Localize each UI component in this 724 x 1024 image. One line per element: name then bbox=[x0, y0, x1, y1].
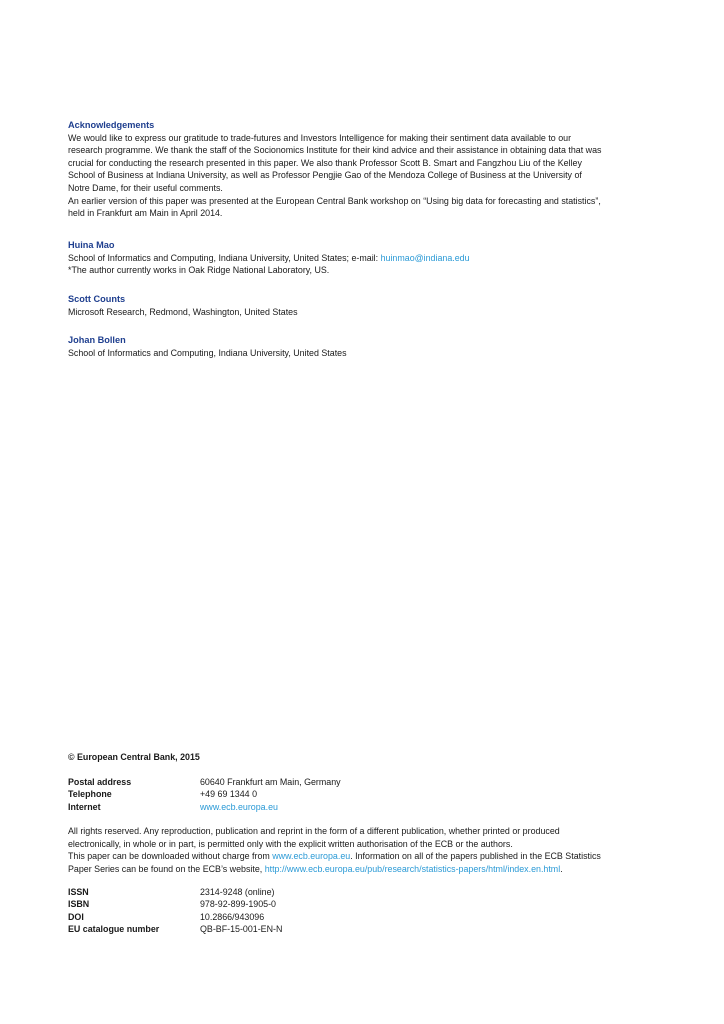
table-row bbox=[68, 801, 341, 813]
affiliation-text: School of Informatics and Computing, Indiana University, United States; e-mail: bbox=[68, 252, 381, 263]
table-row bbox=[68, 923, 282, 935]
author-affiliation: Microsoft Research, Redmond, Washington, United States bbox=[68, 306, 298, 317]
author-note: *The author currently works in Oak Ridge National Laboratory, US. bbox=[68, 265, 330, 276]
imprint-copyright bbox=[68, 751, 668, 764]
rights-line: All rights reserved. Any reproduction, publication and reprint in the form of a different publication, whether printed or produced bbox=[68, 826, 560, 836]
author-name: Johan Bollen bbox=[68, 335, 126, 345]
acknowledgements-heading: Acknowledgements bbox=[68, 120, 155, 130]
imprint-rights bbox=[68, 825, 668, 875]
identifier-value: 978-92-899-1905-0 bbox=[200, 899, 276, 910]
author-name: Huina Mao bbox=[68, 240, 115, 250]
identifier-key: ISSN bbox=[68, 887, 89, 897]
contact-value: +49 69 1344 0 bbox=[200, 789, 258, 800]
copyright-notice: © European Central Bank, 2015 bbox=[68, 752, 200, 762]
identifier-key: ISBN bbox=[68, 899, 90, 910]
series-text: Paper Series can be found on the ECB’s website, bbox=[68, 863, 265, 874]
imprint-contact bbox=[68, 776, 668, 813]
email-link[interactable]: huinmao@indiana.edu bbox=[380, 252, 470, 263]
series-text: . bbox=[560, 863, 563, 874]
table-row bbox=[68, 898, 282, 910]
identifiers-table bbox=[68, 886, 282, 935]
contact-key: Postal address bbox=[68, 777, 132, 787]
download-text: This paper can be downloaded without charge from bbox=[68, 851, 273, 862]
acknowledgements-line: An earlier version of this paper was presented at the European Central Bank workshop on “Using big data for forecasting and statistics”, bbox=[68, 195, 601, 206]
contact-table bbox=[68, 776, 341, 813]
rights-line: electronically, in whole or in part, is permitted only with the explicit written authorisation of the ECB or the authors. bbox=[68, 838, 513, 849]
author-affiliation: School of Informatics and Computing, Indiana University, United States bbox=[68, 347, 347, 358]
contact-key: Telephone bbox=[68, 789, 112, 800]
download-text: . Information on all of the papers published in the ECB Statistics bbox=[350, 851, 601, 862]
internet-link[interactable]: www.ecb.europa.eu bbox=[200, 801, 278, 812]
identifier-value: 2314-9248 (online) bbox=[200, 887, 275, 897]
imprint-identifiers bbox=[68, 886, 668, 935]
download-line bbox=[68, 850, 668, 863]
table-row bbox=[68, 788, 341, 800]
acknowledgements-line: Notre Dame, for their useful comments. bbox=[68, 182, 223, 193]
acknowledgements-line: We would like to express our gratitude to trade-futures and Investors Intelligence for making their sentiment data available to our bbox=[68, 132, 572, 143]
identifier-key: EU catalogue number bbox=[68, 923, 160, 934]
identifier-value: QB-BF-15-001-EN-N bbox=[200, 923, 283, 934]
acknowledgements-line: School of Business at Indiana University, as well as Professor Pengjie Gao of the Mendoza College of Business at the University of bbox=[68, 170, 582, 181]
acknowledgements-line: crucial for conducting the research presented in this paper. We also thank Professor Scott B. Smart and Fangzhou Liu of the Kelley bbox=[68, 157, 582, 168]
table-row bbox=[68, 776, 341, 788]
acknowledgements-line: held in Frankfurt am Main in April 2014. bbox=[68, 208, 223, 219]
contact-value: 60640 Frankfurt am Main, Germany bbox=[200, 777, 341, 787]
download-link[interactable]: www.ecb.europa.eu bbox=[272, 851, 351, 862]
contact-value bbox=[200, 801, 341, 813]
acknowledgements-section bbox=[68, 119, 668, 220]
acknowledgements-line: research programme. We thank the staff of the Socionomics Institute for their kind advice and their assistance in obtaining data that was bbox=[68, 145, 602, 156]
series-link[interactable]: http://www.ecb.europa.eu/pub/research/statistics-papers/html/index.en.html bbox=[264, 863, 561, 874]
author-scott-counts bbox=[68, 293, 668, 318]
contact-key: Internet bbox=[68, 801, 101, 812]
author-affiliation bbox=[68, 252, 668, 265]
identifier-key: DOI bbox=[68, 911, 84, 922]
table-row bbox=[68, 911, 282, 923]
identifier-value: 10.2866/943096 bbox=[200, 911, 265, 922]
table-row bbox=[68, 886, 282, 898]
author-huina-mao bbox=[68, 239, 668, 277]
series-line bbox=[68, 863, 668, 876]
author-johan-bollen bbox=[68, 334, 668, 359]
author-name: Scott Counts bbox=[68, 294, 126, 304]
